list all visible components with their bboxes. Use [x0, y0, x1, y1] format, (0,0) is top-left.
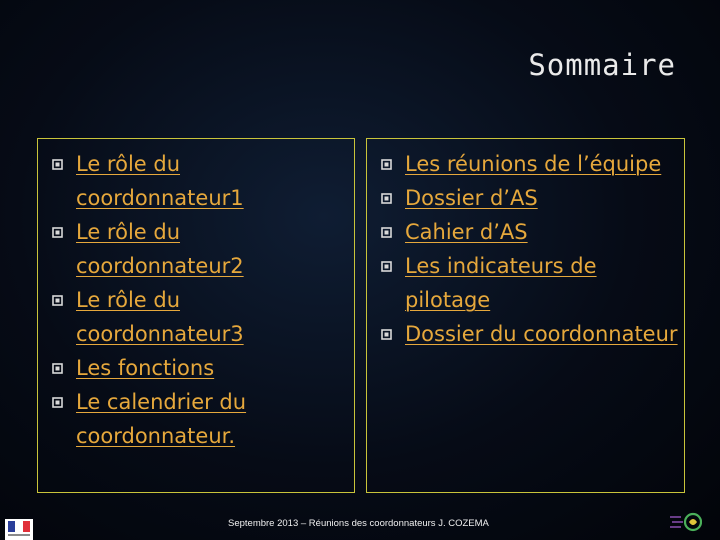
- square-bullet-icon: [52, 397, 63, 408]
- link-text[interactable]: Le calendrier du coordonnateur.: [76, 390, 247, 448]
- square-bullet-icon: [52, 295, 63, 306]
- right-list: [367, 139, 684, 351]
- list-item[interactable]: [38, 385, 354, 453]
- list-item[interactable]: [38, 351, 354, 385]
- slide-title: Sommaire: [528, 48, 676, 82]
- list-item[interactable]: [367, 215, 684, 249]
- link-text[interactable]: Dossier d’AS: [405, 186, 538, 210]
- list-item[interactable]: [38, 147, 354, 215]
- list-item[interactable]: [367, 249, 684, 317]
- link-text[interactable]: Le rôle du coordonnateur1: [76, 152, 244, 210]
- square-bullet-icon: [381, 159, 392, 170]
- link-text[interactable]: Les indicateurs de pilotage: [405, 254, 597, 312]
- link-text[interactable]: Cahier d’AS: [405, 220, 528, 244]
- square-bullet-icon: [52, 227, 63, 238]
- square-bullet-icon: [381, 193, 392, 204]
- square-bullet-icon: [52, 363, 63, 374]
- list-item[interactable]: [38, 215, 354, 283]
- link-text[interactable]: Le rôle du coordonnateur3: [76, 288, 244, 346]
- list-item[interactable]: [367, 317, 684, 351]
- link-text[interactable]: Le rôle du coordonnateur2: [76, 220, 244, 278]
- left-list: [38, 139, 354, 453]
- french-republic-logo: [5, 519, 33, 540]
- square-bullet-icon: [381, 261, 392, 272]
- list-item[interactable]: [38, 283, 354, 351]
- link-text[interactable]: Les réunions de l’équipe: [405, 152, 662, 176]
- link-text[interactable]: Dossier du coordonnateur: [405, 322, 678, 346]
- square-bullet-icon: [381, 227, 392, 238]
- link-text[interactable]: Les fonctions: [76, 356, 215, 380]
- slide-footer: Septembre 2013 – Réunions des coordonnateurs J. COZEMA: [228, 518, 489, 529]
- right-content-box: [366, 138, 685, 493]
- academy-logo: [668, 508, 702, 536]
- left-content-box: [37, 138, 355, 493]
- list-item[interactable]: [367, 147, 684, 181]
- square-bullet-icon: [381, 329, 392, 340]
- square-bullet-icon: [52, 159, 63, 170]
- list-item[interactable]: [367, 181, 684, 215]
